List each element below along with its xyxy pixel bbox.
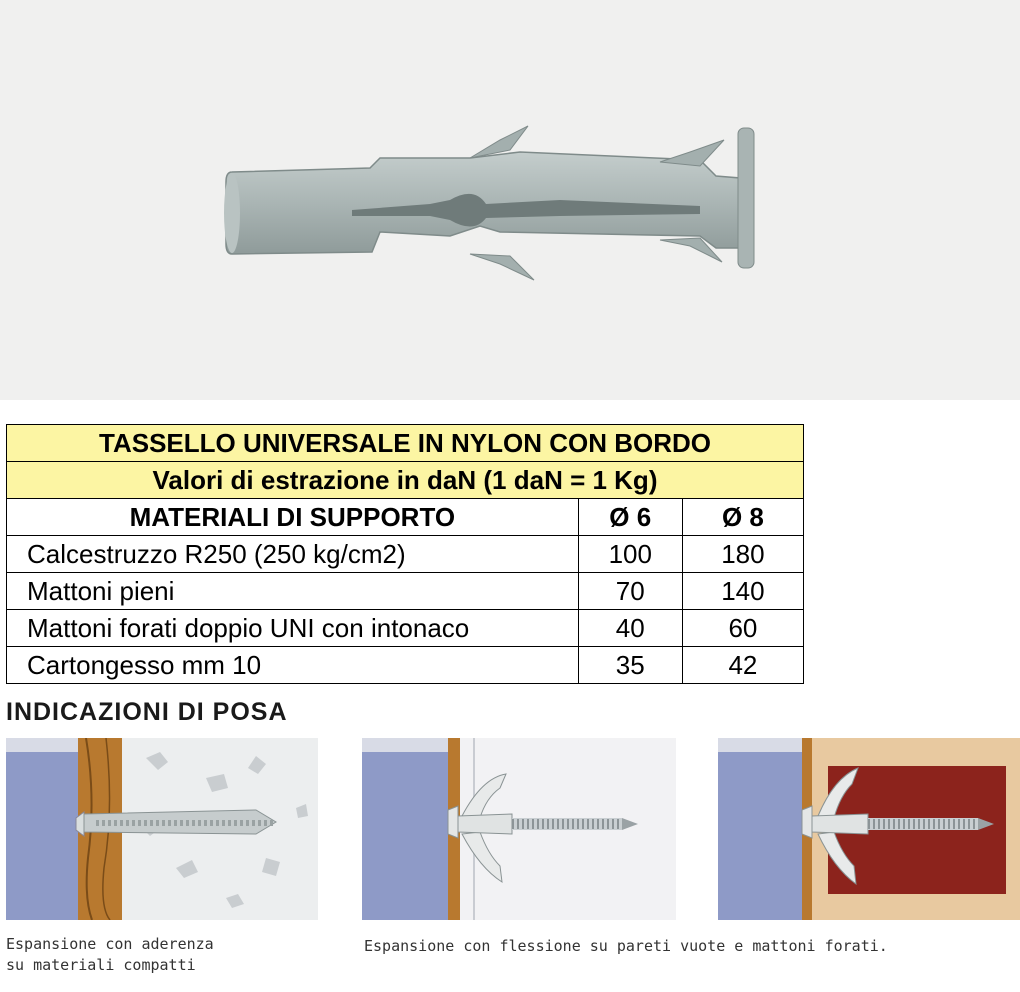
table-title: TASSELLO UNIVERSALE IN NYLON CON BORDO	[7, 425, 804, 462]
value-d6-cell: 40	[578, 610, 682, 647]
table-row	[7, 647, 804, 684]
value-d6-cell: 100	[578, 536, 682, 573]
table-row	[7, 536, 804, 573]
product-photo	[0, 0, 1020, 400]
table-row	[7, 610, 804, 647]
table-header-row	[7, 499, 804, 536]
table-title-row	[7, 425, 804, 462]
value-d8-cell: 60	[682, 610, 803, 647]
table-row	[7, 573, 804, 610]
header-d6: Ø 6	[578, 499, 682, 536]
caption-hollow-materials: Espansione con flessione su pareti vuote e mattoni forati.	[364, 937, 888, 955]
install-diagram-solid	[6, 738, 318, 920]
material-cell: Mattoni pieni	[7, 573, 579, 610]
install-diagram-hollow-wall	[362, 738, 676, 920]
nylon-anchor-illustration	[0, 0, 1020, 400]
value-d6-cell: 70	[578, 573, 682, 610]
value-d8-cell: 42	[682, 647, 803, 684]
table-subtitle-row	[7, 462, 804, 499]
header-d8: Ø 8	[682, 499, 803, 536]
table-subtitle: Valori di estrazione in daN (1 daN = 1 Kg)	[7, 462, 804, 499]
material-cell: Cartongesso mm 10	[7, 647, 579, 684]
installation-heading: INDICAZIONI DI POSA	[6, 698, 288, 726]
header-material: MATERIALI DI SUPPORTO	[7, 499, 579, 536]
material-cell: Calcestruzzo R250 (250 kg/cm2)	[7, 536, 579, 573]
pullout-values-table	[6, 424, 804, 684]
material-cell: Mattoni forati doppio UNI con intonaco	[7, 610, 579, 647]
install-diagram-hollow-brick	[718, 738, 1020, 920]
value-d6-cell: 35	[578, 647, 682, 684]
value-d8-cell: 140	[682, 573, 803, 610]
caption-solid-materials: Espansione con aderenza su materiali compatti	[6, 935, 214, 974]
value-d8-cell: 180	[682, 536, 803, 573]
